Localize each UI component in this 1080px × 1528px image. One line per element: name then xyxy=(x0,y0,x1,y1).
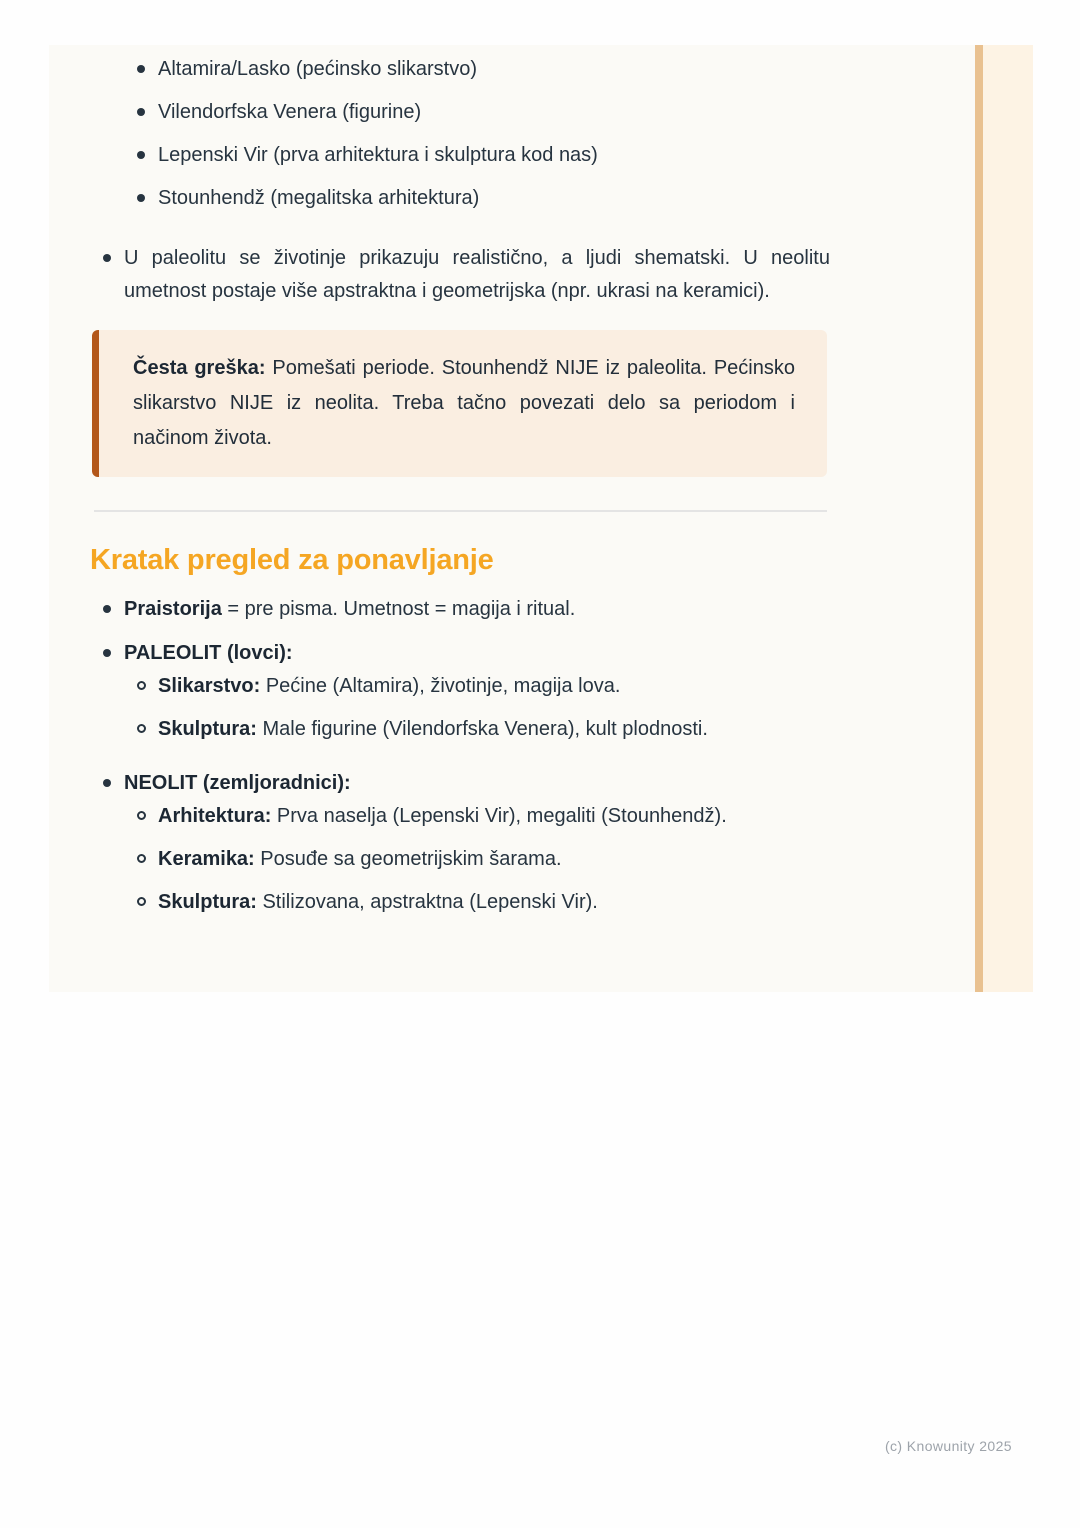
list-item-text: Altamira/Lasko (pećinsko slikarstvo) xyxy=(158,58,477,80)
copyright-footer: (c) Knowunity 2025 xyxy=(884,1438,1012,1454)
list-item xyxy=(90,675,830,697)
bullet-circle-icon xyxy=(137,811,146,820)
list-item-text: Prva naselja (Lepenski Vir), megaliti (Stounhendž). xyxy=(271,805,727,827)
bullet-circle-icon xyxy=(137,724,146,733)
review-list xyxy=(90,598,830,913)
list-item-text: Posuđe sa geometrijskim šarama. xyxy=(254,848,562,870)
bullet-dot-icon xyxy=(103,649,111,657)
list-item-term: Keramika: xyxy=(158,848,255,870)
list-item xyxy=(90,848,830,870)
list-item xyxy=(90,598,830,620)
list-item xyxy=(90,718,830,740)
callout-text: Pomešati periode. Stounhendž NIJE iz paleolita. Pećinsko slikarstvo NIJE iz neolita. Treba tačno povezati delo sa periodom i načinom života. xyxy=(133,357,795,449)
list-item-term: PALEOLIT (lovci): xyxy=(124,642,293,664)
list-item-term: Arhitektura: xyxy=(158,805,272,827)
list-item-text: Lepenski Vir (prva arhitektura i skulptura kod nas) xyxy=(158,144,598,166)
summary-paragraph-text: U paleolitu se životinje prikazuju realistično, a ljudi shematski. U neolitu umetnost postaje više apstraktna i geometrijska (npr. ukrasi na keramici). xyxy=(124,247,830,302)
page-edge-accent-band xyxy=(983,45,1033,992)
note-page-card xyxy=(49,45,975,992)
page-edge-accent-line xyxy=(975,45,983,992)
list-item xyxy=(90,58,830,80)
list-item xyxy=(90,772,830,794)
list-item-text: Stilizovana, apstraktna (Lepenski Vir). xyxy=(256,891,598,913)
section-divider xyxy=(94,510,827,512)
list-item-text: Male figurine (Vilendorfska Venera), kult plodnosti. xyxy=(256,718,708,740)
list-item xyxy=(90,187,830,209)
bullet-dot-icon xyxy=(103,605,111,613)
bullet-dot-icon xyxy=(137,151,145,159)
bullet-dot-icon xyxy=(137,108,145,116)
list-item-term: Skulptura: xyxy=(158,718,257,740)
bullet-circle-icon xyxy=(137,854,146,863)
bullet-circle-icon xyxy=(137,897,146,906)
list-item xyxy=(90,642,830,664)
bullet-dot-icon xyxy=(137,194,145,202)
bullet-dot-icon xyxy=(103,779,111,787)
list-item xyxy=(90,891,830,913)
list-item-term: Slikarstvo: xyxy=(158,675,261,697)
list-item-term: Skulptura: xyxy=(158,891,257,913)
section-title: Kratak pregled za ponavljanje xyxy=(90,544,494,576)
bullet-dot-icon xyxy=(137,65,145,73)
list-item xyxy=(90,101,830,123)
list-item-text: Vilendorfska Venera (figurine) xyxy=(158,101,422,123)
list-item-text: Stounhendž (megalitska arhitektura) xyxy=(158,187,480,209)
summary-paragraph-item xyxy=(90,242,830,308)
list-item xyxy=(90,144,830,166)
bullet-dot-icon xyxy=(103,254,111,262)
callout-label: Česta greška: xyxy=(133,357,266,379)
works-list xyxy=(90,58,830,209)
list-item-text: Pećine (Altamira), životinje, magija lova. xyxy=(260,675,621,697)
list-item-term: NEOLIT (zemljoradnici): xyxy=(124,772,351,794)
list-item xyxy=(90,805,830,827)
list-item-text: = pre pisma. Umetnost = magija i ritual. xyxy=(221,598,576,620)
callout-paragraph xyxy=(133,351,795,456)
list-item-term: Praistorija xyxy=(124,598,222,620)
bullet-circle-icon xyxy=(137,681,146,690)
common-mistake-callout xyxy=(92,330,827,477)
